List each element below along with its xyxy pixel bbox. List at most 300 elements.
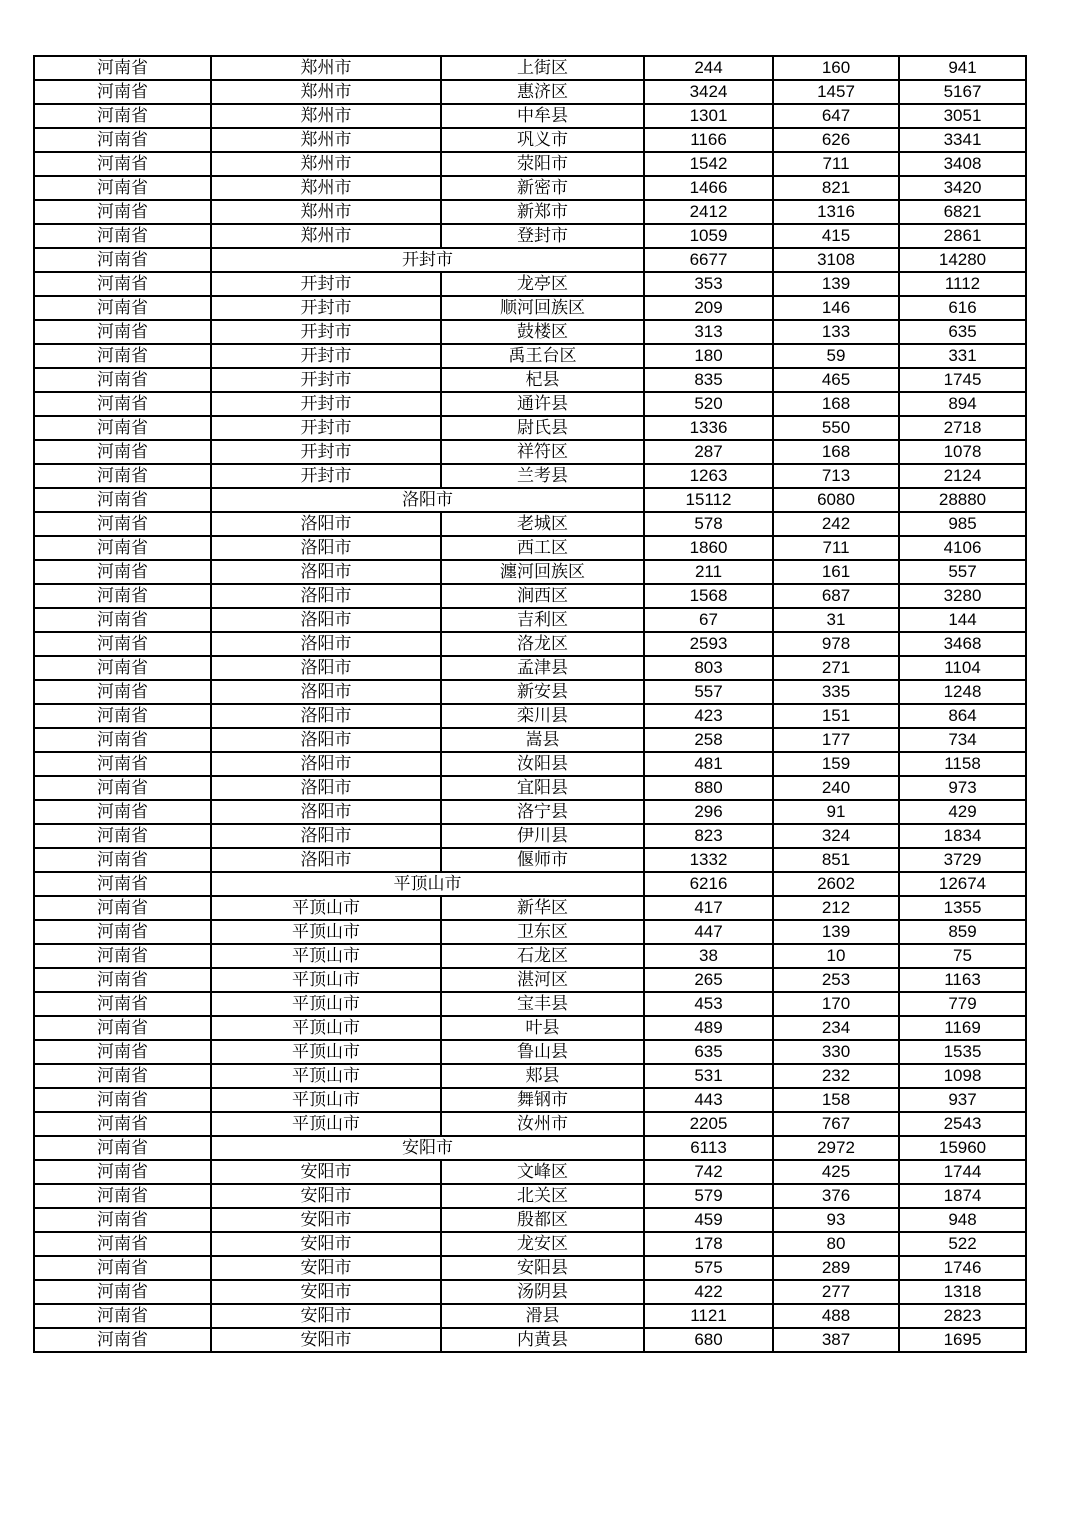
city-total-row [34, 248, 1026, 272]
value-cell: 265 [644, 968, 773, 992]
value-cell: 453 [644, 992, 773, 1016]
district-cell: 龙安区 [441, 1232, 644, 1256]
district-cell: 嵩县 [441, 728, 644, 752]
value-cell: 1860 [644, 536, 773, 560]
city-cell: 开封市 [211, 296, 441, 320]
value-cell: 488 [773, 1304, 899, 1328]
district-row [34, 968, 1026, 992]
province-cell: 河南省 [34, 1160, 211, 1184]
district-row [34, 584, 1026, 608]
value-cell: 6080 [773, 488, 899, 512]
district-cell: 老城区 [441, 512, 644, 536]
district-row [34, 128, 1026, 152]
value-cell: 1316 [773, 200, 899, 224]
city-cell: 开封市 [211, 440, 441, 464]
value-cell: 1318 [899, 1280, 1026, 1304]
value-cell: 1078 [899, 440, 1026, 464]
city-cell: 平顶山市 [211, 896, 441, 920]
city-cell: 洛阳市 [211, 704, 441, 728]
value-cell: 159 [773, 752, 899, 776]
value-cell: 779 [899, 992, 1026, 1016]
province-cell: 河南省 [34, 104, 211, 128]
province-cell: 河南省 [34, 176, 211, 200]
province-cell: 河南省 [34, 464, 211, 488]
province-cell: 河南省 [34, 1208, 211, 1232]
district-row [34, 80, 1026, 104]
district-cell: 洛龙区 [441, 632, 644, 656]
value-cell: 425 [773, 1160, 899, 1184]
value-cell: 894 [899, 392, 1026, 416]
district-row [34, 152, 1026, 176]
value-cell: 2823 [899, 1304, 1026, 1328]
value-cell: 177 [773, 728, 899, 752]
district-cell: 北关区 [441, 1184, 644, 1208]
city-cell: 安阳市 [211, 1184, 441, 1208]
city-cell: 安阳市 [211, 1280, 441, 1304]
value-cell: 687 [773, 584, 899, 608]
district-cell: 洛宁县 [441, 800, 644, 824]
district-row [34, 1328, 1026, 1352]
province-statistics-table [33, 55, 1027, 1353]
province-cell: 河南省 [34, 488, 211, 512]
city-cell: 洛阳市 [211, 560, 441, 584]
city-cell: 洛阳市 [211, 800, 441, 824]
value-cell: 10 [773, 944, 899, 968]
city-cell: 郑州市 [211, 80, 441, 104]
district-row [34, 104, 1026, 128]
city-cell: 开封市 [211, 392, 441, 416]
district-cell: 郏县 [441, 1064, 644, 1088]
city-cell: 郑州市 [211, 152, 441, 176]
province-cell: 河南省 [34, 680, 211, 704]
district-row [34, 728, 1026, 752]
district-row [34, 1160, 1026, 1184]
province-cell: 河南省 [34, 560, 211, 584]
province-cell: 河南省 [34, 392, 211, 416]
district-cell: 滑县 [441, 1304, 644, 1328]
value-cell: 139 [773, 920, 899, 944]
district-cell: 涧西区 [441, 584, 644, 608]
district-cell: 瀍河回族区 [441, 560, 644, 584]
value-cell: 335 [773, 680, 899, 704]
value-cell: 2602 [773, 872, 899, 896]
province-cell: 河南省 [34, 1184, 211, 1208]
province-cell: 河南省 [34, 584, 211, 608]
province-cell: 河南省 [34, 1088, 211, 1112]
city-total-row [34, 1136, 1026, 1160]
province-cell: 河南省 [34, 320, 211, 344]
value-cell: 232 [773, 1064, 899, 1088]
province-cell: 河南省 [34, 1040, 211, 1064]
province-cell: 河南省 [34, 1328, 211, 1352]
city-cell: 洛阳市 [211, 824, 441, 848]
value-cell: 803 [644, 656, 773, 680]
city-cell: 洛阳市 [211, 608, 441, 632]
value-cell: 1744 [899, 1160, 1026, 1184]
value-cell: 313 [644, 320, 773, 344]
province-cell: 河南省 [34, 536, 211, 560]
district-cell: 舞钢市 [441, 1088, 644, 1112]
province-cell: 河南省 [34, 224, 211, 248]
value-cell: 1263 [644, 464, 773, 488]
province-cell: 河南省 [34, 1112, 211, 1136]
value-cell: 296 [644, 800, 773, 824]
value-cell: 209 [644, 296, 773, 320]
district-cell: 中牟县 [441, 104, 644, 128]
value-cell: 978 [773, 632, 899, 656]
value-cell: 59 [773, 344, 899, 368]
district-row [34, 1280, 1026, 1304]
city-cell: 开封市 [211, 368, 441, 392]
value-cell: 1121 [644, 1304, 773, 1328]
value-cell: 1248 [899, 680, 1026, 704]
value-cell: 14280 [899, 248, 1026, 272]
city-cell: 洛阳市 [211, 752, 441, 776]
value-cell: 711 [773, 152, 899, 176]
value-cell: 864 [899, 704, 1026, 728]
province-cell: 河南省 [34, 368, 211, 392]
province-cell: 河南省 [34, 944, 211, 968]
value-cell: 1098 [899, 1064, 1026, 1088]
city-cell: 洛阳市 [211, 536, 441, 560]
district-row [34, 1088, 1026, 1112]
province-cell: 河南省 [34, 848, 211, 872]
value-cell: 2593 [644, 632, 773, 656]
value-cell: 742 [644, 1160, 773, 1184]
district-cell: 新郑市 [441, 200, 644, 224]
value-cell: 3408 [899, 152, 1026, 176]
value-cell: 91 [773, 800, 899, 824]
value-cell: 767 [773, 1112, 899, 1136]
district-cell: 湛河区 [441, 968, 644, 992]
district-cell: 尉氏县 [441, 416, 644, 440]
value-cell: 146 [773, 296, 899, 320]
city-cell: 郑州市 [211, 56, 441, 80]
district-row [34, 296, 1026, 320]
province-cell: 河南省 [34, 440, 211, 464]
value-cell: 680 [644, 1328, 773, 1352]
value-cell: 234 [773, 1016, 899, 1040]
value-cell: 3468 [899, 632, 1026, 656]
city-cell: 安阳市 [211, 1208, 441, 1232]
value-cell: 67 [644, 608, 773, 632]
district-row [34, 656, 1026, 680]
value-cell: 324 [773, 824, 899, 848]
value-cell: 6113 [644, 1136, 773, 1160]
province-cell: 河南省 [34, 992, 211, 1016]
value-cell: 423 [644, 704, 773, 728]
district-cell: 殷都区 [441, 1208, 644, 1232]
district-cell: 鼓楼区 [441, 320, 644, 344]
city-cell: 洛阳市 [211, 512, 441, 536]
city-cell: 郑州市 [211, 224, 441, 248]
value-cell: 422 [644, 1280, 773, 1304]
value-cell: 985 [899, 512, 1026, 536]
province-statistics-table-container [33, 55, 1027, 1353]
district-row [34, 1304, 1026, 1328]
city-cell: 洛阳市 [211, 728, 441, 752]
city-cell: 洛阳市 [211, 656, 441, 680]
value-cell: 330 [773, 1040, 899, 1064]
value-cell: 821 [773, 176, 899, 200]
value-cell: 713 [773, 464, 899, 488]
value-cell: 6821 [899, 200, 1026, 224]
district-row [34, 320, 1026, 344]
district-row [34, 464, 1026, 488]
province-cell: 河南省 [34, 128, 211, 152]
value-cell: 178 [644, 1232, 773, 1256]
value-cell: 139 [773, 272, 899, 296]
district-cell: 栾川县 [441, 704, 644, 728]
value-cell: 1163 [899, 968, 1026, 992]
city-cell: 郑州市 [211, 128, 441, 152]
district-cell: 偃师市 [441, 848, 644, 872]
value-cell: 28880 [899, 488, 1026, 512]
value-cell: 2205 [644, 1112, 773, 1136]
district-cell: 石龙区 [441, 944, 644, 968]
province-cell: 河南省 [34, 248, 211, 272]
value-cell: 3420 [899, 176, 1026, 200]
value-cell: 1834 [899, 824, 1026, 848]
province-cell: 河南省 [34, 752, 211, 776]
district-cell: 巩义市 [441, 128, 644, 152]
value-cell: 287 [644, 440, 773, 464]
value-cell: 616 [899, 296, 1026, 320]
province-cell: 河南省 [34, 728, 211, 752]
district-cell: 龙亭区 [441, 272, 644, 296]
district-cell: 孟津县 [441, 656, 644, 680]
province-cell: 河南省 [34, 632, 211, 656]
city-cell: 洛阳市 [211, 680, 441, 704]
district-cell: 杞县 [441, 368, 644, 392]
value-cell: 387 [773, 1328, 899, 1352]
district-cell: 祥符区 [441, 440, 644, 464]
district-row [34, 512, 1026, 536]
district-row [34, 1208, 1026, 1232]
value-cell: 3108 [773, 248, 899, 272]
value-cell: 459 [644, 1208, 773, 1232]
value-cell: 635 [644, 1040, 773, 1064]
district-cell: 新安县 [441, 680, 644, 704]
value-cell: 1568 [644, 584, 773, 608]
province-cell: 河南省 [34, 656, 211, 680]
value-cell: 1169 [899, 1016, 1026, 1040]
value-cell: 1158 [899, 752, 1026, 776]
city-cell: 安阳市 [211, 1232, 441, 1256]
district-row [34, 1016, 1026, 1040]
city-cell: 洛阳市 [211, 776, 441, 800]
value-cell: 835 [644, 368, 773, 392]
province-cell: 河南省 [34, 776, 211, 800]
value-cell: 160 [773, 56, 899, 80]
district-row [34, 824, 1026, 848]
value-cell: 647 [773, 104, 899, 128]
value-cell: 711 [773, 536, 899, 560]
city-cell: 安阳市 [211, 1160, 441, 1184]
value-cell: 38 [644, 944, 773, 968]
province-cell: 河南省 [34, 152, 211, 176]
district-row [34, 776, 1026, 800]
value-cell: 258 [644, 728, 773, 752]
value-cell: 443 [644, 1088, 773, 1112]
province-cell: 河南省 [34, 872, 211, 896]
province-cell: 河南省 [34, 608, 211, 632]
value-cell: 6216 [644, 872, 773, 896]
province-cell: 河南省 [34, 1256, 211, 1280]
value-cell: 180 [644, 344, 773, 368]
province-cell: 河南省 [34, 1136, 211, 1160]
value-cell: 1355 [899, 896, 1026, 920]
province-cell: 河南省 [34, 416, 211, 440]
district-cell: 新密市 [441, 176, 644, 200]
value-cell: 1166 [644, 128, 773, 152]
value-cell: 557 [899, 560, 1026, 584]
value-cell: 15112 [644, 488, 773, 512]
value-cell: 1466 [644, 176, 773, 200]
value-cell: 973 [899, 776, 1026, 800]
city-cell: 开封市 [211, 272, 441, 296]
value-cell: 1695 [899, 1328, 1026, 1352]
value-cell: 417 [644, 896, 773, 920]
district-cell: 文峰区 [441, 1160, 644, 1184]
district-cell: 通许县 [441, 392, 644, 416]
district-row [34, 1112, 1026, 1136]
value-cell: 941 [899, 56, 1026, 80]
city-cell: 平顶山市 [211, 1112, 441, 1136]
city-total-row [34, 488, 1026, 512]
district-row [34, 440, 1026, 464]
value-cell: 2861 [899, 224, 1026, 248]
district-row [34, 1040, 1026, 1064]
value-cell: 2412 [644, 200, 773, 224]
district-cell: 西工区 [441, 536, 644, 560]
district-cell: 汝阳县 [441, 752, 644, 776]
value-cell: 3424 [644, 80, 773, 104]
value-cell: 253 [773, 968, 899, 992]
value-cell: 429 [899, 800, 1026, 824]
district-row [34, 272, 1026, 296]
district-cell: 卫东区 [441, 920, 644, 944]
city-cell: 平顶山市 [211, 1064, 441, 1088]
value-cell: 3280 [899, 584, 1026, 608]
district-cell: 叶县 [441, 1016, 644, 1040]
district-cell: 汤阴县 [441, 1280, 644, 1304]
value-cell: 522 [899, 1232, 1026, 1256]
value-cell: 353 [644, 272, 773, 296]
city-cell: 开封市 [211, 464, 441, 488]
district-cell: 荥阳市 [441, 152, 644, 176]
value-cell: 1301 [644, 104, 773, 128]
district-row [34, 752, 1026, 776]
value-cell: 465 [773, 368, 899, 392]
district-row [34, 680, 1026, 704]
value-cell: 1746 [899, 1256, 1026, 1280]
province-cell: 河南省 [34, 800, 211, 824]
value-cell: 161 [773, 560, 899, 584]
value-cell: 851 [773, 848, 899, 872]
province-cell: 河南省 [34, 1232, 211, 1256]
province-cell: 河南省 [34, 344, 211, 368]
district-cell: 禹王台区 [441, 344, 644, 368]
value-cell: 447 [644, 920, 773, 944]
district-cell: 汝州市 [441, 1112, 644, 1136]
value-cell: 93 [773, 1208, 899, 1232]
province-cell: 河南省 [34, 80, 211, 104]
value-cell: 242 [773, 512, 899, 536]
city-cell: 平顶山市 [211, 1088, 441, 1112]
value-cell: 2124 [899, 464, 1026, 488]
district-row [34, 1184, 1026, 1208]
district-cell: 安阳县 [441, 1256, 644, 1280]
district-row [34, 632, 1026, 656]
city-cell: 平顶山市 [211, 1016, 441, 1040]
district-row [34, 608, 1026, 632]
district-cell: 内黄县 [441, 1328, 644, 1352]
value-cell: 1535 [899, 1040, 1026, 1064]
value-cell: 80 [773, 1232, 899, 1256]
value-cell: 1059 [644, 224, 773, 248]
value-cell: 948 [899, 1208, 1026, 1232]
value-cell: 635 [899, 320, 1026, 344]
value-cell: 937 [899, 1088, 1026, 1112]
district-row [34, 536, 1026, 560]
province-cell: 河南省 [34, 968, 211, 992]
value-cell: 244 [644, 56, 773, 80]
city-cell: 洛阳市 [211, 632, 441, 656]
value-cell: 331 [899, 344, 1026, 368]
district-cell: 惠济区 [441, 80, 644, 104]
value-cell: 859 [899, 920, 1026, 944]
value-cell: 1874 [899, 1184, 1026, 1208]
value-cell: 578 [644, 512, 773, 536]
city-cell: 开封市 [211, 320, 441, 344]
value-cell: 144 [899, 608, 1026, 632]
value-cell: 168 [773, 440, 899, 464]
district-row [34, 848, 1026, 872]
district-row [34, 56, 1026, 80]
value-cell: 557 [644, 680, 773, 704]
province-cell: 河南省 [34, 296, 211, 320]
district-row [34, 200, 1026, 224]
city-cell: 开封市 [211, 344, 441, 368]
city-cell: 平顶山市 [211, 920, 441, 944]
province-cell: 河南省 [34, 1304, 211, 1328]
value-cell: 2543 [899, 1112, 1026, 1136]
value-cell: 3729 [899, 848, 1026, 872]
value-cell: 3341 [899, 128, 1026, 152]
value-cell: 1457 [773, 80, 899, 104]
district-cell: 新华区 [441, 896, 644, 920]
value-cell: 823 [644, 824, 773, 848]
value-cell: 133 [773, 320, 899, 344]
city-cell: 安阳市 [211, 1328, 441, 1352]
value-cell: 211 [644, 560, 773, 584]
value-cell: 579 [644, 1184, 773, 1208]
district-row [34, 224, 1026, 248]
value-cell: 289 [773, 1256, 899, 1280]
district-cell: 鲁山县 [441, 1040, 644, 1064]
value-cell: 158 [773, 1088, 899, 1112]
district-cell: 顺河回族区 [441, 296, 644, 320]
district-row [34, 920, 1026, 944]
province-cell: 河南省 [34, 1064, 211, 1088]
province-cell: 河南省 [34, 1280, 211, 1304]
value-cell: 734 [899, 728, 1026, 752]
district-row [34, 392, 1026, 416]
district-row [34, 344, 1026, 368]
district-cell: 伊川县 [441, 824, 644, 848]
city-total-cell: 洛阳市 [211, 488, 644, 512]
